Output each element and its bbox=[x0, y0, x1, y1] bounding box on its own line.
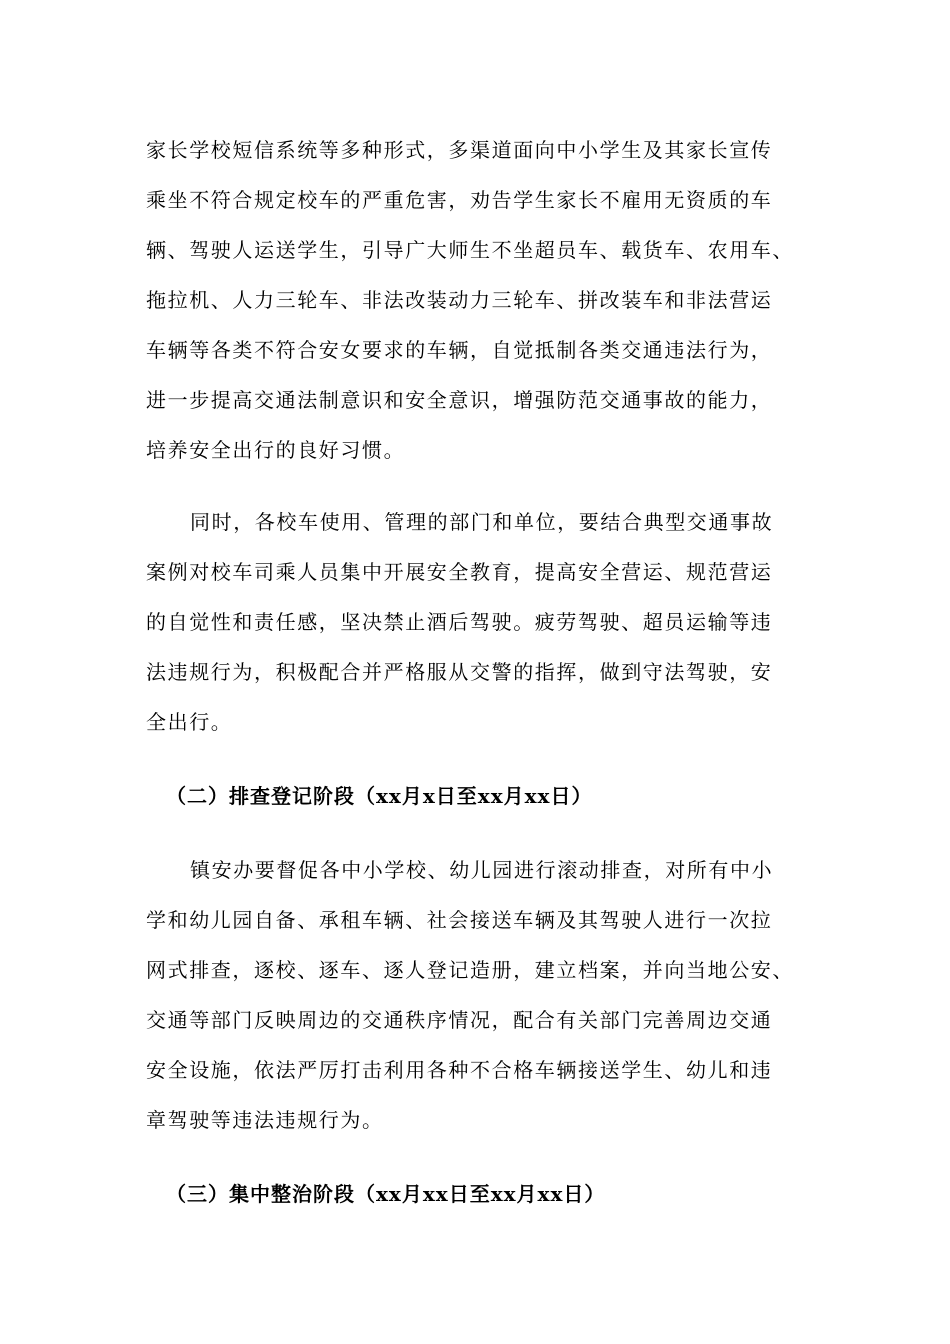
text-line: 交通等部门反映周边的交通秩序情况，配合有关部门完善周边交通 bbox=[146, 1008, 773, 1032]
text-line: 进一步提高交通法制意识和安全意识，增强防范交通事故的能力， bbox=[146, 388, 773, 412]
section-heading: （三）集中整治阶段（xx月xx日至xx月xx日） bbox=[166, 1182, 606, 1206]
text-line: 网式排查，逐校、逐车、逐人登记造册，建立档案，并向当地公安、 bbox=[146, 958, 794, 982]
text-line: 家长学校短信系统等多种形式，多渠道面向中小学生及其家长宣传 bbox=[146, 138, 773, 162]
text-line: 全出行。 bbox=[146, 710, 233, 734]
text-line: 辆、驾驶人运送学生，引导广大师生不坐超员车、载货车、农用车、 bbox=[146, 238, 794, 262]
text-line: 培养安全出行的良好习惯。 bbox=[146, 438, 406, 462]
paragraph-inspection bbox=[146, 845, 836, 1145]
text-line: 同时，各校车使用、管理的部门和单位，要结合典型交通事故 bbox=[190, 510, 774, 534]
text-line: 拖拉机、人力三轮车、非法改装动力三轮车、拼改装车和非法营运 bbox=[146, 288, 773, 312]
paragraph-publicity bbox=[146, 125, 836, 475]
paragraph-driver-education bbox=[146, 497, 836, 747]
text-line: 镇安办要督促各中小学校、幼儿园进行滚动排查，对所有中小 bbox=[190, 858, 774, 882]
text-line: 安全设施，依法严厉打击利用各种不合格车辆接送学生、幼儿和违 bbox=[146, 1058, 773, 1082]
section-heading-inspection bbox=[166, 771, 856, 821]
text-line: 法违规行为，积极配合并严格服从交警的指挥，做到守法驾驶，安 bbox=[146, 660, 773, 684]
text-line: 车辆等各类不符合安女要求的车辆，自觉抵制各类交通违法行为， bbox=[146, 338, 773, 362]
section-heading-rectification bbox=[166, 1169, 856, 1219]
text-line: 章驾驶等违法违规行为。 bbox=[146, 1108, 384, 1132]
text-line: 的自觉性和责任感，坚决禁止酒后驾驶。疲劳驾驶、超员运输等违 bbox=[146, 610, 773, 634]
text-line: 乘坐不符合规定校车的严重危害，劝告学生家长不雇用无资质的车 bbox=[146, 188, 773, 212]
section-heading: （二）排查登记阶段（xx月x日至xx月xx日） bbox=[166, 784, 593, 808]
text-line: 学和幼儿园自备、承租车辆、社会接送车辆及其驾驶人进行一次拉 bbox=[146, 908, 773, 932]
text-line: 案例对校车司乘人员集中开展安全教育，提高安全营运、规范营运 bbox=[146, 560, 773, 584]
